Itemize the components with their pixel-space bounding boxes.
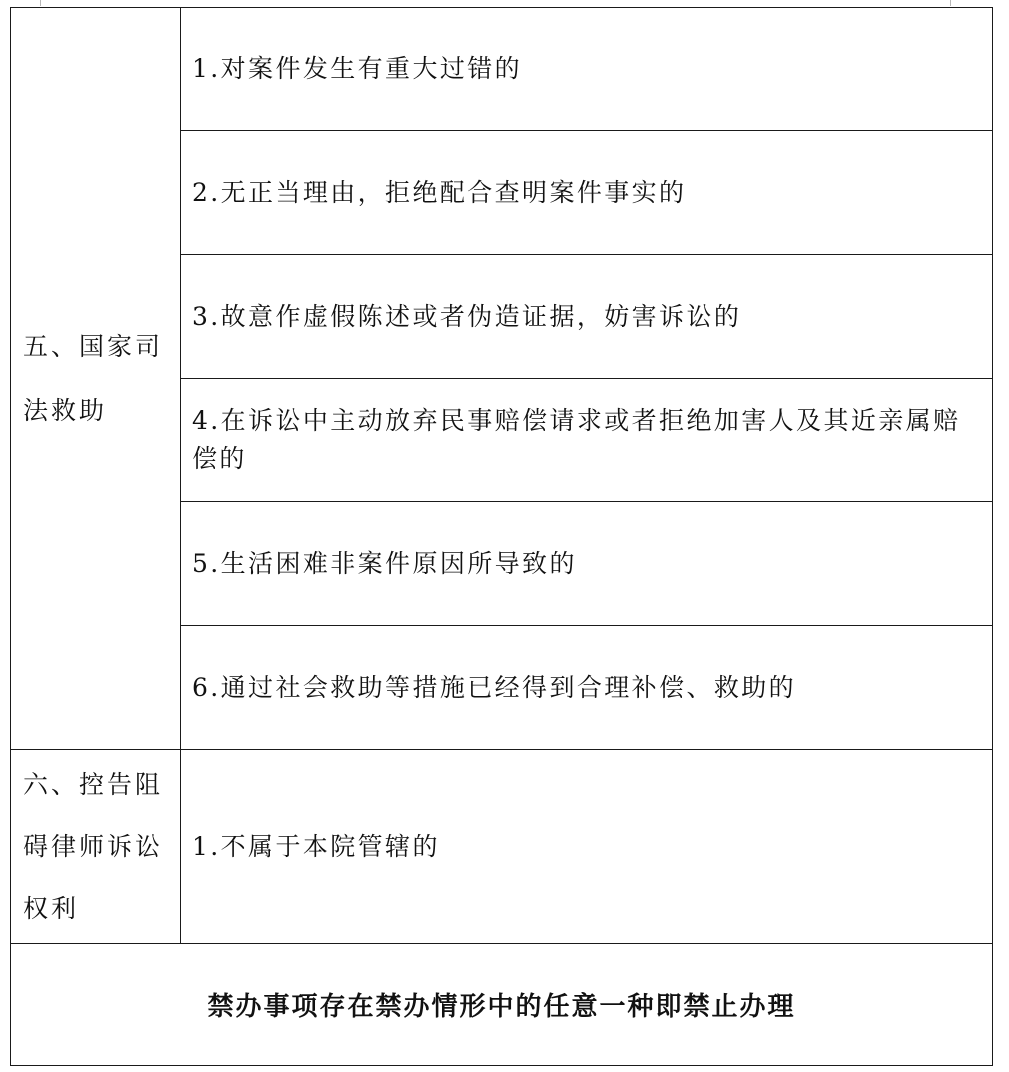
item-text: 5.生活困难非案件原因所导致的	[192, 548, 577, 578]
item-cell	[181, 255, 993, 379]
table-row	[11, 750, 993, 944]
category-label: 六、控告阻碍律师诉讼权利	[23, 769, 164, 923]
item-text: 1.对案件发生有重大过错的	[192, 54, 523, 83]
item-text: 1.不属于本院管辖的	[192, 831, 440, 861]
item-cell	[181, 502, 993, 626]
item-text: 6.通过社会救助等措施已经得到合理补偿、救助的	[192, 672, 797, 702]
footer-cell	[11, 944, 993, 1066]
item-text: 4.在诉讼中主动放弃民事赔偿请求或者拒绝加害人及其近亲属赔偿的	[192, 406, 961, 473]
item-text: 3.故意作虚假陈述或者伪造证据，妨害诉讼的	[192, 301, 742, 331]
item-cell	[181, 8, 993, 131]
prohibited-matters-table	[10, 7, 993, 1066]
item-text: 2.无正当理由，拒绝配合查明案件事实的	[192, 177, 687, 207]
item-cell	[181, 131, 993, 255]
category-cell-judicial-aid	[11, 8, 181, 750]
item-cell	[181, 379, 993, 502]
category-cell-lawyer-rights	[11, 750, 181, 944]
footer-note: 禁办事项存在禁办情形中的任意一种即禁止办理	[207, 992, 796, 1022]
item-cell	[181, 750, 993, 944]
table-row	[11, 8, 993, 131]
category-label: 五、国家司法救助	[23, 331, 164, 425]
table-row	[11, 944, 993, 1066]
item-cell	[181, 626, 993, 750]
crop-mark-left	[40, 0, 41, 6]
crop-mark-right	[950, 0, 951, 6]
